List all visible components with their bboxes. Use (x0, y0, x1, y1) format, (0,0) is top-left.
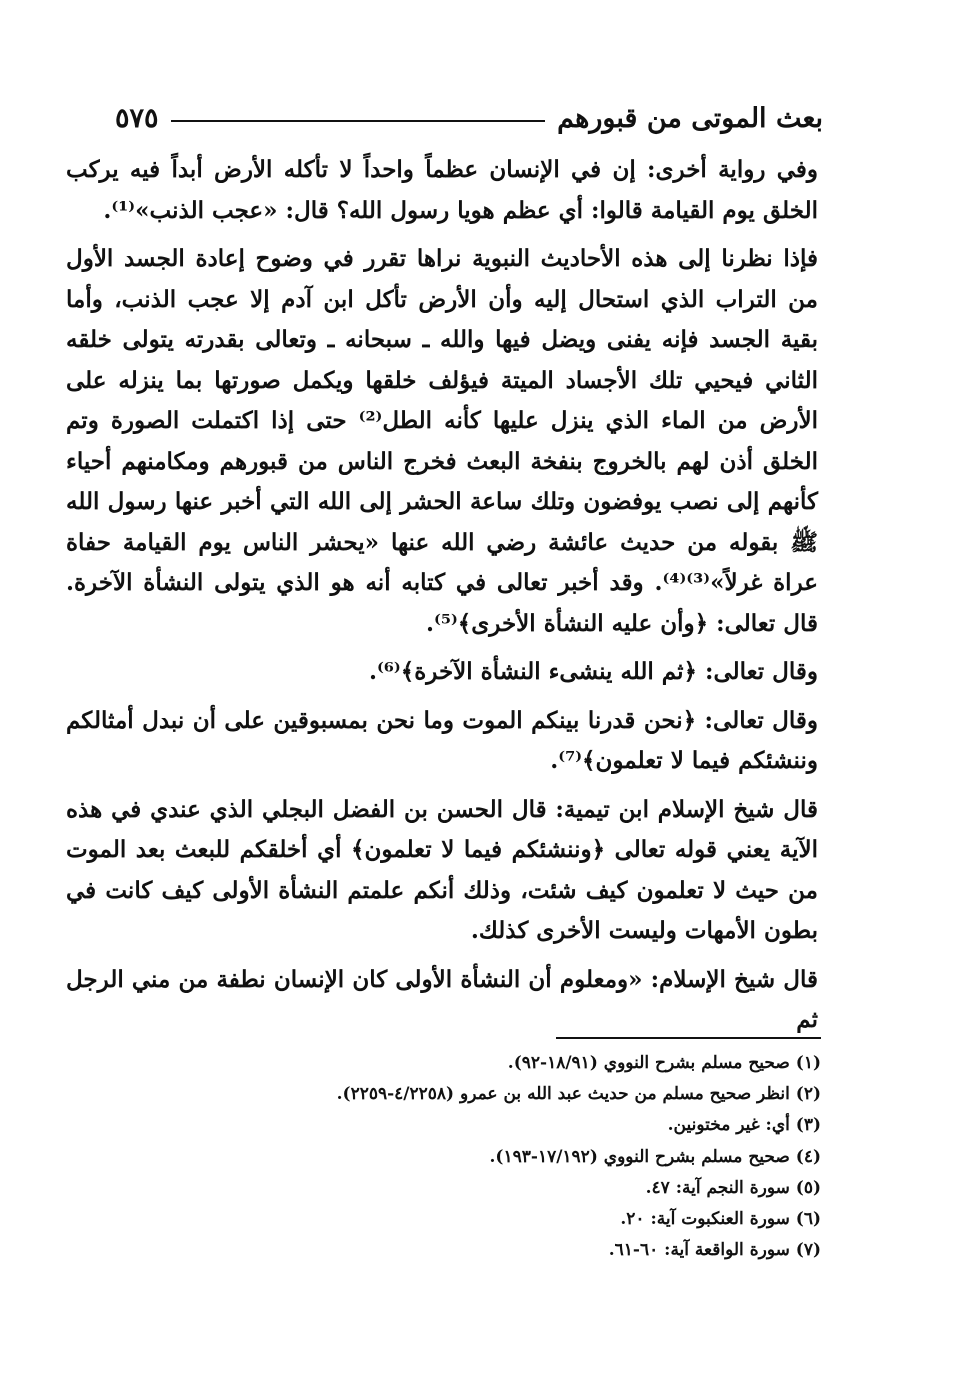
footnote: (٢) انظر صحيح مسلم من حديث عبد الله بن عمرو (٤/٢٢٥٨-٢٢٥٩). (336, 1084, 821, 1105)
footnote: (٦) سورة العنكبوت آية: ٢٠. (620, 1209, 821, 1230)
page-number: ٥٧٥ (115, 102, 159, 134)
paragraph: وقال تعالى: ﴿نحن قدرنا بينكم الموت وما نحن بمسبوقين على أن نبدل أمثالكم وننشئكم فيما لا تعلمون﴾⁽⁷⁾. (66, 706, 818, 774)
footnote: (٤) صحيح مسلم بشرح النووي (١٧/١٩٢-١٩٣). (489, 1146, 821, 1167)
paragraph: فإذا نظرنا إلى هذه الأحاديث النبوية نراها تقرر في وضوح إعادة الجسد الأول من التراب الذي استحال إليه وأن الأرض تأكل ابن آدم إلا عجب الذنب، وأما بقية الجسد فإنه يفنى ويضل فيها والله ـ سبحانه ـ وتعالى بقدرته يتولى خلقه الثاني فيحيي تلك الأجساد الميتة فيؤلف خلقها ويكمل صورتها بما ينزله على الأرض من الماء الذي ينزل عليها كأنه الطل⁽²⁾ حتى إذا اكتملت الصورة وتم الخلق أذن لهم بالخروج بنفخة البعث فخرج الناس من قبورهم ومكامنهم أحياء كأنهم إلى نصب يوفضون وتلك ساعة الحشر إلى الله التي أخبر عنها رسول الله ﷺ بقوله من حديث عائشة رضي الله عنها «يحشر الناس يوم القيامة حفاة عراة غرلاً»⁽³⁾⁽⁴⁾. وقد أخبر تعالى في كتابه أنه هو الذي يتولى النشأة الآخرة. قال تعالى: ﴿وأن عليه النشأة الأخرى﴾⁽⁵⁾. (66, 245, 818, 637)
footnotes (120, 1048, 821, 1266)
running-title: بعث الموتى من قبورهم (557, 102, 823, 134)
footnote: (٧) سورة الواقعة آية: ٦٠-٦١. (608, 1240, 821, 1261)
footnote: (٣) أي: غير مختونين. (667, 1115, 821, 1136)
footnote: (٥) سورة النجم آية: ٤٧. (645, 1177, 821, 1198)
footnote-separator (556, 1037, 821, 1039)
main-text (66, 150, 818, 1049)
paragraph: وقال تعالى: ﴿ثم الله ينشىء النشأة الآخرة﴾⁽⁶⁾. (368, 658, 818, 685)
paragraph: قال شيخ الإسلام ابن تيمية: قال الحسن بن الفضل البجلي الذي عندي في هذه الآية يعني قوله تعالى ﴿وننشئكم فيما لا تعلمون﴾ أي أخلقكم للبعث بعد الموت من حيث لا تعلمون كيف شئت، وذلك أنكم علمتم النشأة الأولى كيف كانت في بطون الأمهات وليست الأخرى كذلك. (66, 795, 818, 944)
paragraph: وفي رواية أخرى: إن في الإنسان عظماً واحداً لا تأكله الأرض أبداً فيه يركب الخلق يوم القيامة قالوا: أي عظم هويا رسول الله؟ قال: «عجب الذنب»⁽¹⁾. (66, 156, 818, 224)
header-rule (171, 120, 546, 122)
footnote: (١) صحيح مسلم بشرح النووي (١٨/٩١-٩٢). (507, 1053, 821, 1073)
running-header (115, 98, 823, 138)
paragraph: قال شيخ الإسلام: «ومعلوم أن النشأة الأولى كان الإنسان نطفة من مني الرجل ثم (66, 965, 818, 1033)
